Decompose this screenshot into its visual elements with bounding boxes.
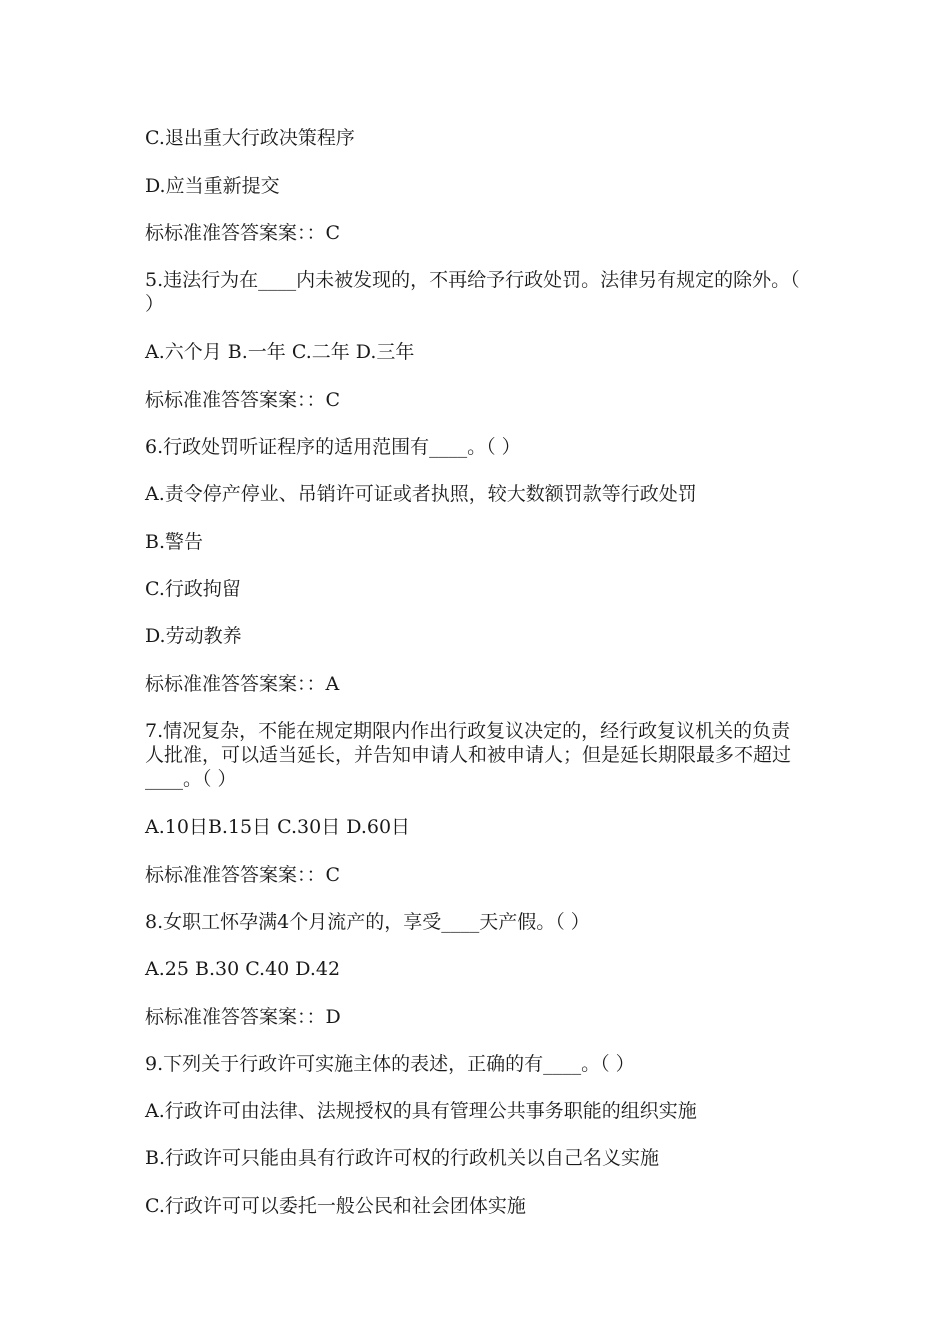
question-5: 5.违法行为在____内未被发现的，不再给予行政处罚。法律另有规定的除外。（ ）	[145, 269, 800, 315]
option-b-q6: B.警告	[145, 531, 204, 553]
option-a-q9: A.行政许可由法律、法规授权的具有管理公共事务职能的组织实施	[145, 1100, 697, 1122]
answer-q7: 标标准准答答案案：：C	[145, 864, 341, 886]
option-d-q4: D.应当重新提交	[145, 175, 280, 197]
option-d-q6: D.劳动教养	[145, 625, 242, 647]
question-7: 7.情况复杂，不能在规定期限内作出行政复议决定的，经行政复议机关的负责人批准，可以适当延长，并告知申请人和被申请人；但是延长期限最多不超过____。（ ）	[145, 720, 792, 790]
answer-q4: 标标准准答答案案：：C	[145, 222, 341, 244]
options-q5: A.六个月 B.一年 C.二年 D.三年	[145, 341, 415, 363]
question-8: 8.女职工怀孕满4个月流产的，享受____天产假。（ ）	[145, 911, 590, 933]
options-q7: A.10日B.15日 C.30日 D.60日	[145, 816, 411, 838]
option-c-q9: C.行政许可可以委托一般公民和社会团体实施	[145, 1195, 526, 1217]
answer-q6: 标标准准答答案案：：A	[145, 673, 340, 695]
option-b-q9: B.行政许可只能由具有行政许可权的行政机关以自己名义实施	[145, 1147, 660, 1169]
option-a-q6: A.责令停产停业、吊销许可证或者执照，较大数额罚款等行政处罚	[145, 483, 697, 505]
option-c-q4: C.退出重大行政决策程序	[145, 127, 355, 149]
answer-q8: 标标准准答答案案：：D	[145, 1006, 341, 1028]
options-q8: A.25 B.30 C.40 D.42	[145, 958, 341, 980]
answer-q5: 标标准准答答案案：：C	[145, 389, 341, 411]
question-9: 9.下列关于行政许可实施主体的表述，正确的有____。（ ）	[145, 1053, 635, 1075]
question-6: 6.行政处罚听证程序的适用范围有____。（ ）	[145, 436, 521, 458]
option-c-q6: C.行政拘留	[145, 578, 241, 600]
